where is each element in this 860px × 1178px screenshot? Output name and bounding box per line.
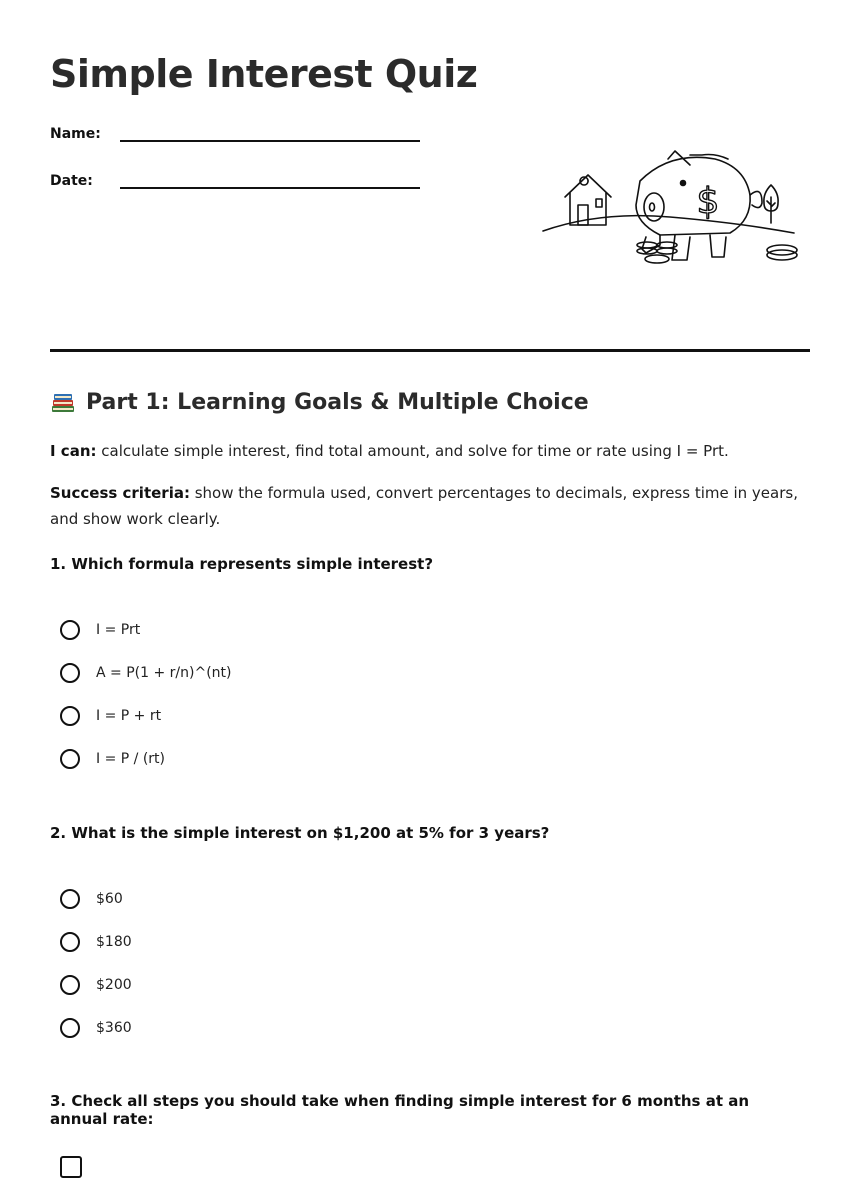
i-can-label: I can:: [50, 442, 97, 460]
name-input-line[interactable]: [120, 122, 420, 142]
radio-button[interactable]: [60, 749, 80, 769]
name-field: [50, 122, 420, 142]
radio-button[interactable]: [60, 889, 80, 909]
option-label: I = P + rt: [96, 708, 162, 724]
question-1-text: 1. Which formula represents simple interest?: [50, 555, 434, 573]
radio-button[interactable]: [60, 932, 80, 952]
books-icon: [50, 389, 76, 415]
q2-option-1[interactable]: [60, 889, 123, 909]
option-label: A = P(1 + r/n)^(nt): [96, 665, 232, 681]
section-divider: [50, 349, 810, 352]
radio-button[interactable]: [60, 620, 80, 640]
option-label: $200: [96, 977, 132, 993]
radio-button[interactable]: [60, 663, 80, 683]
radio-button[interactable]: [60, 706, 80, 726]
q1-option-4[interactable]: [60, 749, 165, 769]
part1-heading: [50, 389, 589, 415]
name-label: Name:: [50, 126, 101, 142]
question-2-text: 2. What is the simple interest on $1,200 at 5% for 3 years?: [50, 824, 550, 842]
page-title: Simple Interest Quiz: [50, 52, 478, 96]
piggy-bank-illustration: [540, 145, 800, 270]
q2-option-4[interactable]: [60, 1018, 132, 1038]
q1-option-2[interactable]: [60, 663, 231, 683]
i-can-paragraph: [50, 438, 810, 464]
date-field: [50, 169, 420, 189]
radio-button[interactable]: [60, 1018, 80, 1038]
q3-checkbox[interactable]: [60, 1156, 82, 1178]
success-criteria-paragraph: [50, 480, 810, 532]
q1-option-3[interactable]: [60, 706, 161, 726]
q1-option-1[interactable]: [60, 620, 140, 640]
radio-button[interactable]: [60, 975, 80, 995]
success-criteria-text: show the formula used, convert percentages to decimals, express time in years, and show work clearly.: [50, 484, 798, 528]
tree-icon: [764, 185, 778, 223]
i-can-text: calculate simple interest, find total amount, and solve for time or rate using I = Prt.: [96, 442, 729, 460]
date-label: Date:: [50, 173, 93, 189]
option-label: $360: [96, 1020, 132, 1036]
coin-icon: [767, 245, 797, 260]
q2-option-3[interactable]: [60, 975, 132, 995]
q2-option-2[interactable]: [60, 932, 132, 952]
option-label: $60: [96, 891, 123, 907]
option-label: I = P / (rt): [96, 751, 165, 767]
option-label: $180: [96, 934, 132, 950]
part1-heading-text: Part 1: Learning Goals & Multiple Choice: [86, 389, 589, 415]
option-label: I = Prt: [96, 622, 141, 638]
success-criteria-label: Success criteria:: [50, 484, 190, 502]
date-input-line[interactable]: [120, 169, 420, 189]
svg-text:$: $: [696, 181, 720, 222]
question-3-text: 3. Check all steps you should take when finding simple interest for 6 months at an annual rate:: [50, 1092, 750, 1128]
